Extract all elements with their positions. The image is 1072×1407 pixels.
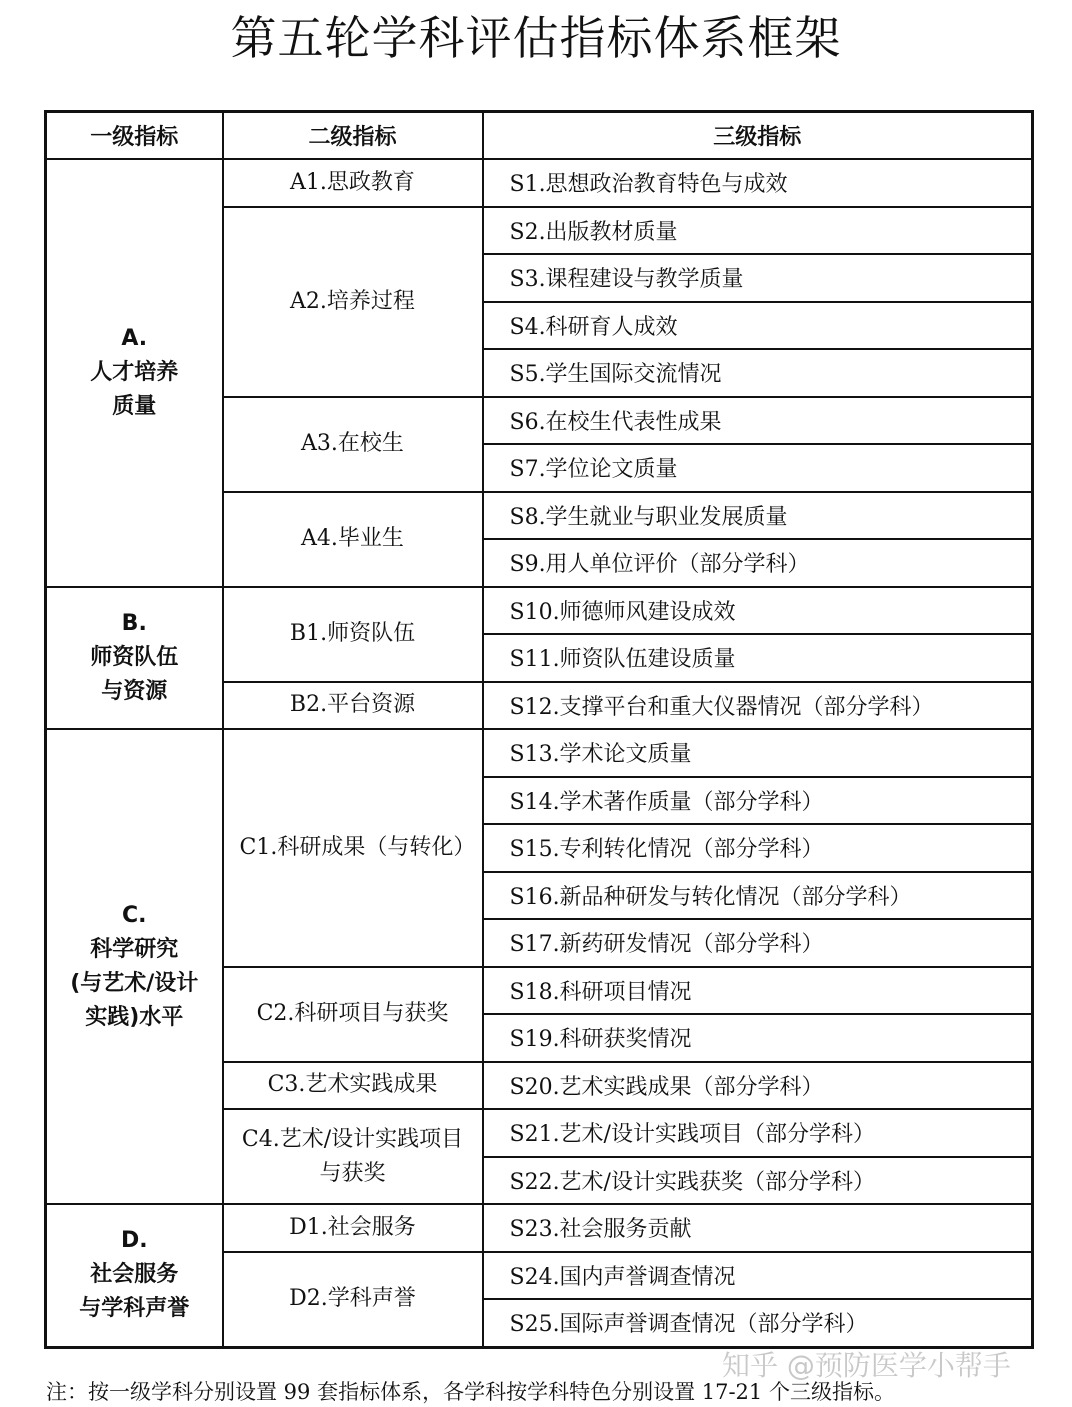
level2-indicator: A1.思政教育 [223,159,483,207]
table-row [46,159,1033,207]
level3-indicator: S15.专利转化情况（部分学科） [483,824,1033,872]
level3-indicator: S23.社会服务贡献 [483,1204,1033,1252]
level3-indicator: S24.国内声誉调查情况 [483,1252,1033,1300]
level3-indicator: S9.用人单位评价（部分学科） [483,539,1033,587]
header-level3: 三级指标 [483,112,1033,160]
level3-indicator: S20.艺术实践成果（部分学科） [483,1062,1033,1110]
level3-indicator: S12.支撑平台和重大仪器情况（部分学科） [483,682,1033,730]
level2-indicator: A3.在校生 [223,397,483,492]
level1-indicator: A. 人才培养 质量 [46,159,223,587]
level2-indicator: B1.师资队伍 [223,587,483,682]
watermark: 知乎 @预防医学小帮手 [722,1349,1011,1382]
table-row [46,587,1033,635]
level3-indicator: S1.思想政治教育特色与成效 [483,159,1033,207]
level3-indicator: S19.科研获奖情况 [483,1014,1033,1062]
level3-indicator: S6.在校生代表性成果 [483,397,1033,445]
footnote: 注：按一级学科分别设置 99 套指标体系，各学科按学科特色分别设置 17-21 个三级指标。 [46,1380,895,1404]
level3-indicator: S11.师资队伍建设质量 [483,634,1033,682]
level2-indicator: B2.平台资源 [223,682,483,730]
level3-indicator: S8.学生就业与职业发展质量 [483,492,1033,540]
indicator-table [44,110,1034,1349]
level1-indicator: B. 师资队伍 与资源 [46,587,223,730]
level3-indicator: S4.科研育人成效 [483,302,1033,350]
level1-indicator: D. 社会服务 与学科声誉 [46,1204,223,1347]
level2-indicator: C3.艺术实践成果 [223,1062,483,1110]
level3-indicator: S5.学生国际交流情况 [483,349,1033,397]
level2-indicator: C2.科研项目与获奖 [223,967,483,1062]
table-row [46,729,1033,777]
level3-indicator: S18.科研项目情况 [483,967,1033,1015]
level2-indicator: A4.毕业生 [223,492,483,587]
level3-indicator: S10.师德师风建设成效 [483,587,1033,635]
level3-indicator: S3.课程建设与教学质量 [483,254,1033,302]
level2-indicator: D1.社会服务 [223,1204,483,1252]
level3-indicator: S25.国际声誉调查情况（部分学科） [483,1299,1033,1347]
header-level1: 一级指标 [46,112,223,160]
page-title: 第五轮学科评估指标体系框架 [230,11,842,65]
level3-indicator: S22.艺术/设计实践获奖（部分学科） [483,1157,1033,1205]
level2-indicator: A2.培养过程 [223,207,483,397]
level3-indicator: S13.学术论文质量 [483,729,1033,777]
level2-indicator: C1.科研成果（与转化） [223,729,483,967]
level3-indicator: S14.学术著作质量（部分学科） [483,777,1033,825]
header-level2: 二级指标 [223,112,483,160]
level3-indicator: S7.学位论文质量 [483,444,1033,492]
level3-indicator: S17.新药研发情况（部分学科） [483,919,1033,967]
header-row [46,112,1033,160]
level2-indicator: C4.艺术/设计实践项目与获奖 [223,1109,483,1204]
table-body [46,159,1033,1347]
level3-indicator: S2.出版教材质量 [483,207,1033,255]
level3-indicator: S16.新品种研发与转化情况（部分学科） [483,872,1033,920]
level3-indicator: S21.艺术/设计实践项目（部分学科） [483,1109,1033,1157]
level1-indicator: C. 科学研究 (与艺术/设计 实践)水平 [46,729,223,1204]
table-row [46,1204,1033,1252]
level2-indicator: D2.学科声誉 [223,1252,483,1348]
